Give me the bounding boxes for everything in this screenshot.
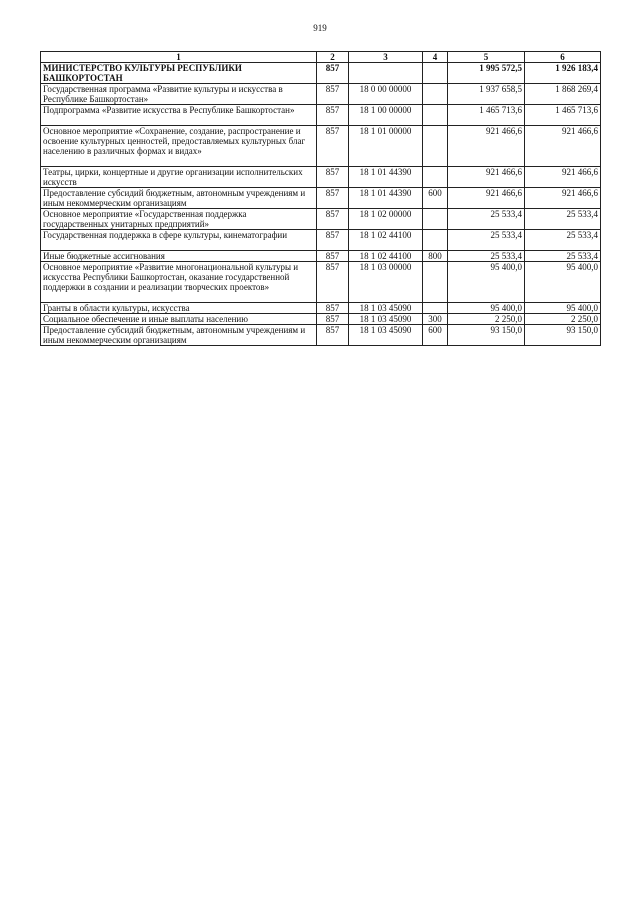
cell-name: Основное мероприятие «Государственная поддержка государственных унитарных предприятий» — [41, 209, 317, 230]
cell-expense-type — [423, 303, 448, 314]
cell-ministry-code: 857 — [317, 84, 349, 105]
cell-name: Подпрограмма «Развитие искусства в Республике Башкортостан» — [41, 105, 317, 126]
cell-amount-2: 2 250,0 — [525, 314, 601, 325]
cell-target-article: 18 1 01 44390 — [349, 167, 423, 188]
budget-table — [40, 51, 601, 346]
table-row — [41, 251, 601, 262]
cell-amount-1: 921 466,6 — [448, 188, 525, 209]
cell-amount-1: 25 533,4 — [448, 251, 525, 262]
table-row — [41, 188, 601, 209]
cell-target-article: 18 0 00 00000 — [349, 84, 423, 105]
cell-amount-2: 25 533,4 — [525, 209, 601, 230]
cell-ministry-code: 857 — [317, 262, 349, 303]
cell-ministry-code: 857 — [317, 63, 349, 84]
cell-ministry-code: 857 — [317, 105, 349, 126]
cell-amount-1: 1 995 572,5 — [448, 63, 525, 84]
cell-expense-type: 300 — [423, 314, 448, 325]
header-row — [41, 52, 601, 63]
cell-amount-2: 25 533,4 — [525, 251, 601, 262]
header-cell-4: 4 — [423, 52, 448, 63]
cell-amount-1: 25 533,4 — [448, 230, 525, 251]
cell-expense-type — [423, 167, 448, 188]
table-row — [41, 230, 601, 251]
cell-name: Гранты в области культуры, искусства — [41, 303, 317, 314]
table-row — [41, 105, 601, 126]
cell-amount-1: 95 400,0 — [448, 303, 525, 314]
cell-amount-2: 95 400,0 — [525, 262, 601, 303]
cell-name: МИНИСТЕРСТВО КУЛЬТУРЫ РЕСПУБЛИКИ БАШКОРТОСТАН — [41, 63, 317, 84]
table-body — [41, 63, 601, 346]
cell-expense-type — [423, 262, 448, 303]
table-row — [41, 314, 601, 325]
cell-target-article: 18 1 01 44390 — [349, 188, 423, 209]
cell-ministry-code: 857 — [317, 188, 349, 209]
cell-name: Театры, цирки, концертные и другие организации исполнительских искусств — [41, 167, 317, 188]
table-row — [41, 84, 601, 105]
header-cell-2: 2 — [317, 52, 349, 63]
cell-amount-2: 921 466,6 — [525, 188, 601, 209]
cell-amount-2: 921 466,6 — [525, 126, 601, 167]
cell-ministry-code: 857 — [317, 325, 349, 346]
cell-target-article — [349, 63, 423, 84]
table-row — [41, 262, 601, 303]
cell-amount-2: 95 400,0 — [525, 303, 601, 314]
cell-ministry-code: 857 — [317, 303, 349, 314]
page-number: 919 — [313, 23, 327, 33]
cell-expense-type — [423, 230, 448, 251]
cell-amount-2: 93 150,0 — [525, 325, 601, 346]
cell-amount-2: 921 466,6 — [525, 167, 601, 188]
cell-ministry-code: 857 — [317, 251, 349, 262]
cell-target-article: 18 1 02 44100 — [349, 251, 423, 262]
table-row — [41, 209, 601, 230]
cell-expense-type: 800 — [423, 251, 448, 262]
cell-name: Предоставление субсидий бюджетным, автономным учреждениям и иным некоммерческим организациям — [41, 325, 317, 346]
cell-ministry-code: 857 — [317, 314, 349, 325]
table-row — [41, 303, 601, 314]
cell-target-article: 18 1 00 00000 — [349, 105, 423, 126]
cell-target-article: 18 1 02 00000 — [349, 209, 423, 230]
cell-expense-type: 600 — [423, 325, 448, 346]
header-cell-1: 1 — [41, 52, 317, 63]
cell-name: Предоставление субсидий бюджетным, автономным учреждениям и иным некоммерческим организациям — [41, 188, 317, 209]
table-row — [41, 63, 601, 84]
cell-amount-2: 1 926 183,4 — [525, 63, 601, 84]
cell-amount-2: 1 465 713,6 — [525, 105, 601, 126]
cell-name: Государственная поддержка в сфере культуры, кинематографии — [41, 230, 317, 251]
cell-amount-1: 93 150,0 — [448, 325, 525, 346]
cell-expense-type — [423, 105, 448, 126]
cell-name: Основное мероприятие «Развитие многонациональной культуры и искусства Республики Башкортостан, оказание государственной поддержки в создании и реализации творческих проектов» — [41, 262, 317, 303]
cell-expense-type — [423, 126, 448, 167]
cell-ministry-code: 857 — [317, 209, 349, 230]
cell-target-article: 18 1 03 45090 — [349, 325, 423, 346]
cell-expense-type — [423, 209, 448, 230]
cell-target-article: 18 1 02 44100 — [349, 230, 423, 251]
cell-target-article: 18 1 01 00000 — [349, 126, 423, 167]
cell-ministry-code: 857 — [317, 126, 349, 167]
cell-amount-1: 921 466,6 — [448, 167, 525, 188]
cell-ministry-code: 857 — [317, 230, 349, 251]
cell-amount-1: 95 400,0 — [448, 262, 525, 303]
table-row — [41, 126, 601, 167]
cell-target-article: 18 1 03 45090 — [349, 314, 423, 325]
header-cell-6: 6 — [525, 52, 601, 63]
cell-amount-2: 1 868 269,4 — [525, 84, 601, 105]
cell-name: Социальное обеспечение и иные выплаты населению — [41, 314, 317, 325]
cell-name: Основное мероприятие «Сохранение, создание, распространение и освоение культурных ценностей, предоставляемых культурных благ населению в различных формах и видах» — [41, 126, 317, 167]
cell-amount-1: 1 937 658,5 — [448, 84, 525, 105]
cell-target-article: 18 1 03 45090 — [349, 303, 423, 314]
header-cell-3: 3 — [349, 52, 423, 63]
cell-expense-type — [423, 63, 448, 84]
cell-amount-1: 25 533,4 — [448, 209, 525, 230]
cell-amount-1: 1 465 713,6 — [448, 105, 525, 126]
cell-amount-2: 25 533,4 — [525, 230, 601, 251]
cell-name: Иные бюджетные ассигнования — [41, 251, 317, 262]
cell-name: Государственная программа «Развитие культуры и искусства в Республике Башкортостан» — [41, 84, 317, 105]
cell-ministry-code: 857 — [317, 167, 349, 188]
cell-expense-type — [423, 84, 448, 105]
cell-amount-1: 2 250,0 — [448, 314, 525, 325]
table-row — [41, 325, 601, 346]
table-row — [41, 167, 601, 188]
cell-amount-1: 921 466,6 — [448, 126, 525, 167]
cell-target-article: 18 1 03 00000 — [349, 262, 423, 303]
header-cell-5: 5 — [448, 52, 525, 63]
cell-expense-type: 600 — [423, 188, 448, 209]
